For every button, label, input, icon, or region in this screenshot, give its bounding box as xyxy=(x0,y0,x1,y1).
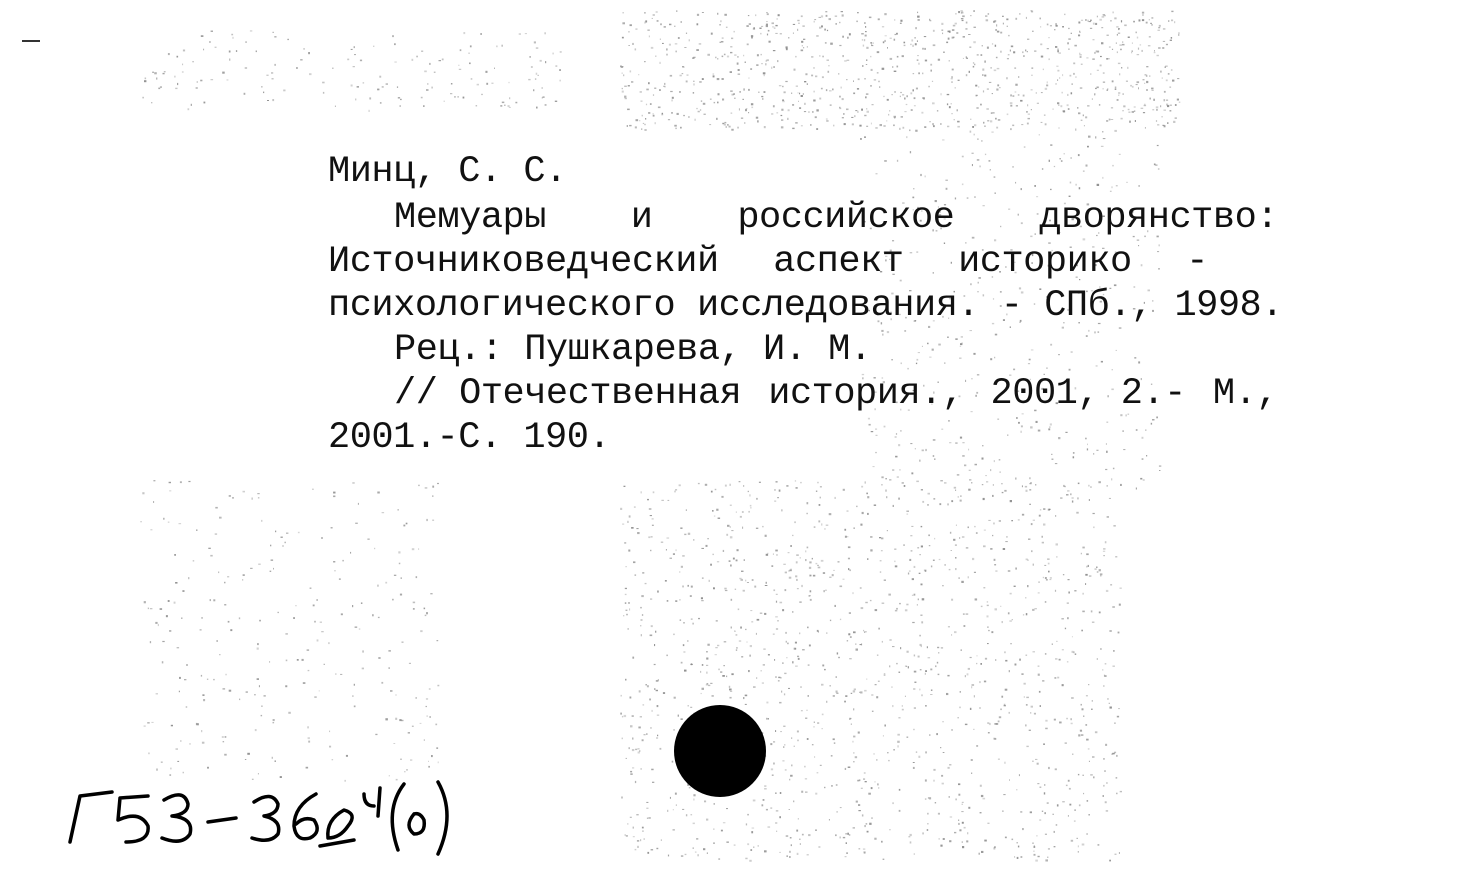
source-line-1 xyxy=(328,372,1278,416)
title-line-3: психологического исследования. - СПб., 1998. xyxy=(328,285,1283,327)
review-line: Рец.: Пушкарева, И. М. xyxy=(394,329,872,371)
title-word: Мемуары xyxy=(394,197,546,239)
source-part: // Отечественная xyxy=(394,373,742,415)
handwritten-shelfmark xyxy=(58,780,498,870)
source-part: история., xyxy=(768,373,964,415)
title-line-1 xyxy=(328,196,1278,240)
title-word: аспект xyxy=(773,241,904,283)
source-part: М., xyxy=(1212,373,1278,415)
title-line-2 xyxy=(328,240,1208,284)
title-word: Источниковедческий xyxy=(328,241,719,283)
bibliographic-entry xyxy=(328,150,1283,460)
title-word: историко xyxy=(958,241,1132,283)
scan-mark xyxy=(22,40,40,42)
title-word: российское xyxy=(737,197,955,239)
title-word: дворянство: xyxy=(1039,197,1278,239)
title-word: - xyxy=(1186,241,1208,283)
punch-hole xyxy=(674,705,766,797)
author-line: Минц, С. С. xyxy=(328,151,567,193)
title-word: и xyxy=(630,197,653,239)
source-line-2: 2001.-С. 190. xyxy=(328,417,611,459)
source-part: 2001, 2.- xyxy=(990,373,1186,415)
